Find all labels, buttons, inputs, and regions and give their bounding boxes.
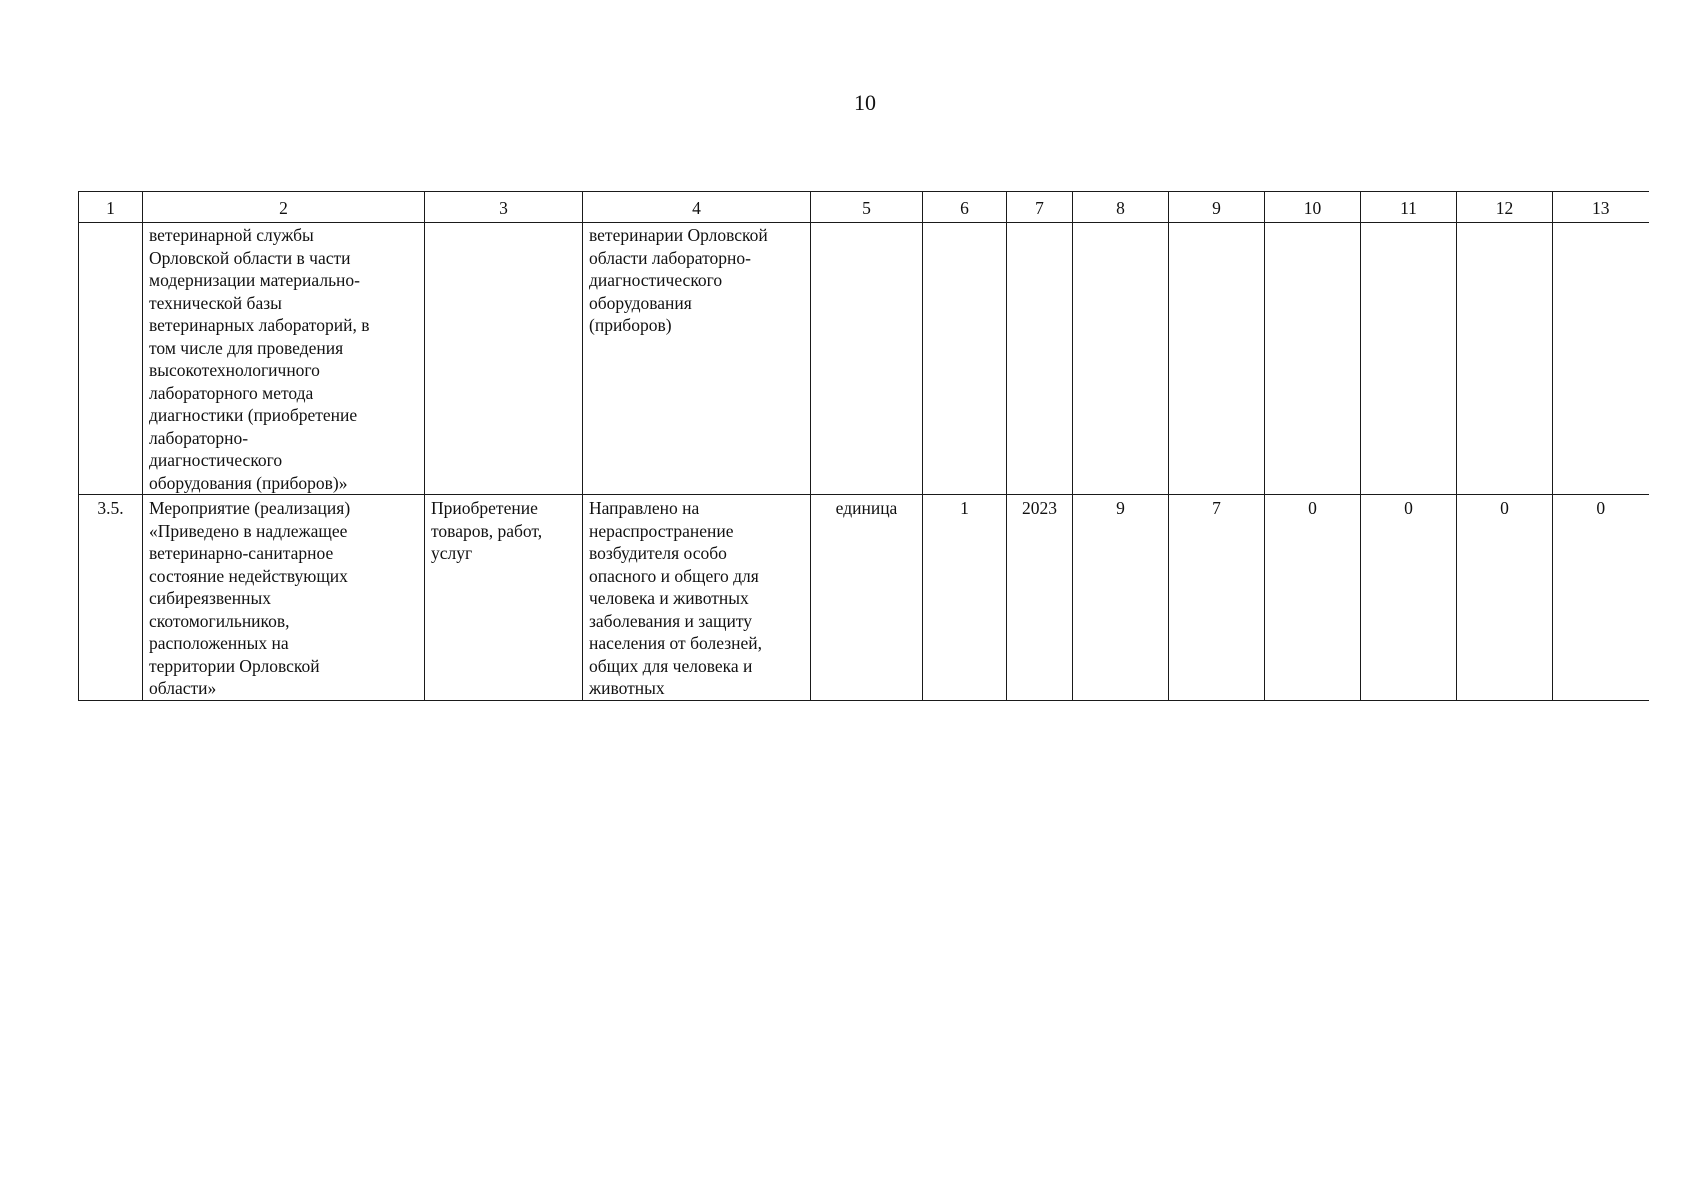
unit-cell [811,223,923,495]
activity-description-cell: ветеринарии Орловской области лабораторно- диагностического оборудования (приборов) [583,223,811,495]
value-cell-11 [1361,223,1457,495]
value-cell-11: 0 [1361,495,1457,701]
column-number-13: 13 [1553,192,1649,223]
column-number-2: 2 [143,192,425,223]
activity-name-cell: ветеринарной службы Орловской области в части модернизации материально- технической базы ветеринарных лабораторий, в том числе для проведения высокотехнологичного лабораторного метода диагностики (приобретение лабораторно- диагностического оборудования (приборов)» [143,223,425,495]
unit-cell: единица [811,495,923,701]
column-number-6: 6 [923,192,1007,223]
column-number-11: 11 [1361,192,1457,223]
value-cell-10 [1265,223,1361,495]
activity-type-cell: Приобретение товаров, работ, услуг [425,495,583,701]
value-cell-6: 1 [923,495,1007,701]
column-number-5: 5 [811,192,923,223]
value-cell-6 [923,223,1007,495]
program-table [78,191,1649,701]
activity-description-cell: Направлено на нераспространение возбудителя особо опасного и общего для человека и животных заболевания и защиту населения от болезней, общих для человека и животных [583,495,811,701]
column-number-8: 8 [1073,192,1169,223]
value-cell-9 [1169,223,1265,495]
value-cell-12 [1457,223,1553,495]
table-row [79,495,1649,701]
year-cell [1007,223,1073,495]
value-cell-13 [1553,223,1649,495]
value-cell-8 [1073,223,1169,495]
column-number-10: 10 [1265,192,1361,223]
row-number-cell: 3.5. [79,495,143,701]
row-number-cell [79,223,143,495]
value-cell-8: 9 [1073,495,1169,701]
column-number-3: 3 [425,192,583,223]
column-number-row [79,192,1649,223]
activity-type-cell [425,223,583,495]
value-cell-13: 0 [1553,495,1649,701]
column-number-12: 12 [1457,192,1553,223]
table-row [79,223,1649,495]
column-number-7: 7 [1007,192,1073,223]
column-number-1: 1 [79,192,143,223]
value-cell-10: 0 [1265,495,1361,701]
value-cell-9: 7 [1169,495,1265,701]
year-cell: 2023 [1007,495,1073,701]
column-number-9: 9 [1169,192,1265,223]
column-number-4: 4 [583,192,811,223]
activity-name-cell: Мероприятие (реализация) «Приведено в надлежащее ветеринарно-санитарное состояние недействующих сибиреязвенных скотомогильников, расположенных на территории Орловской области» [143,495,425,701]
value-cell-12: 0 [1457,495,1553,701]
page-number: 10 [854,90,876,115]
